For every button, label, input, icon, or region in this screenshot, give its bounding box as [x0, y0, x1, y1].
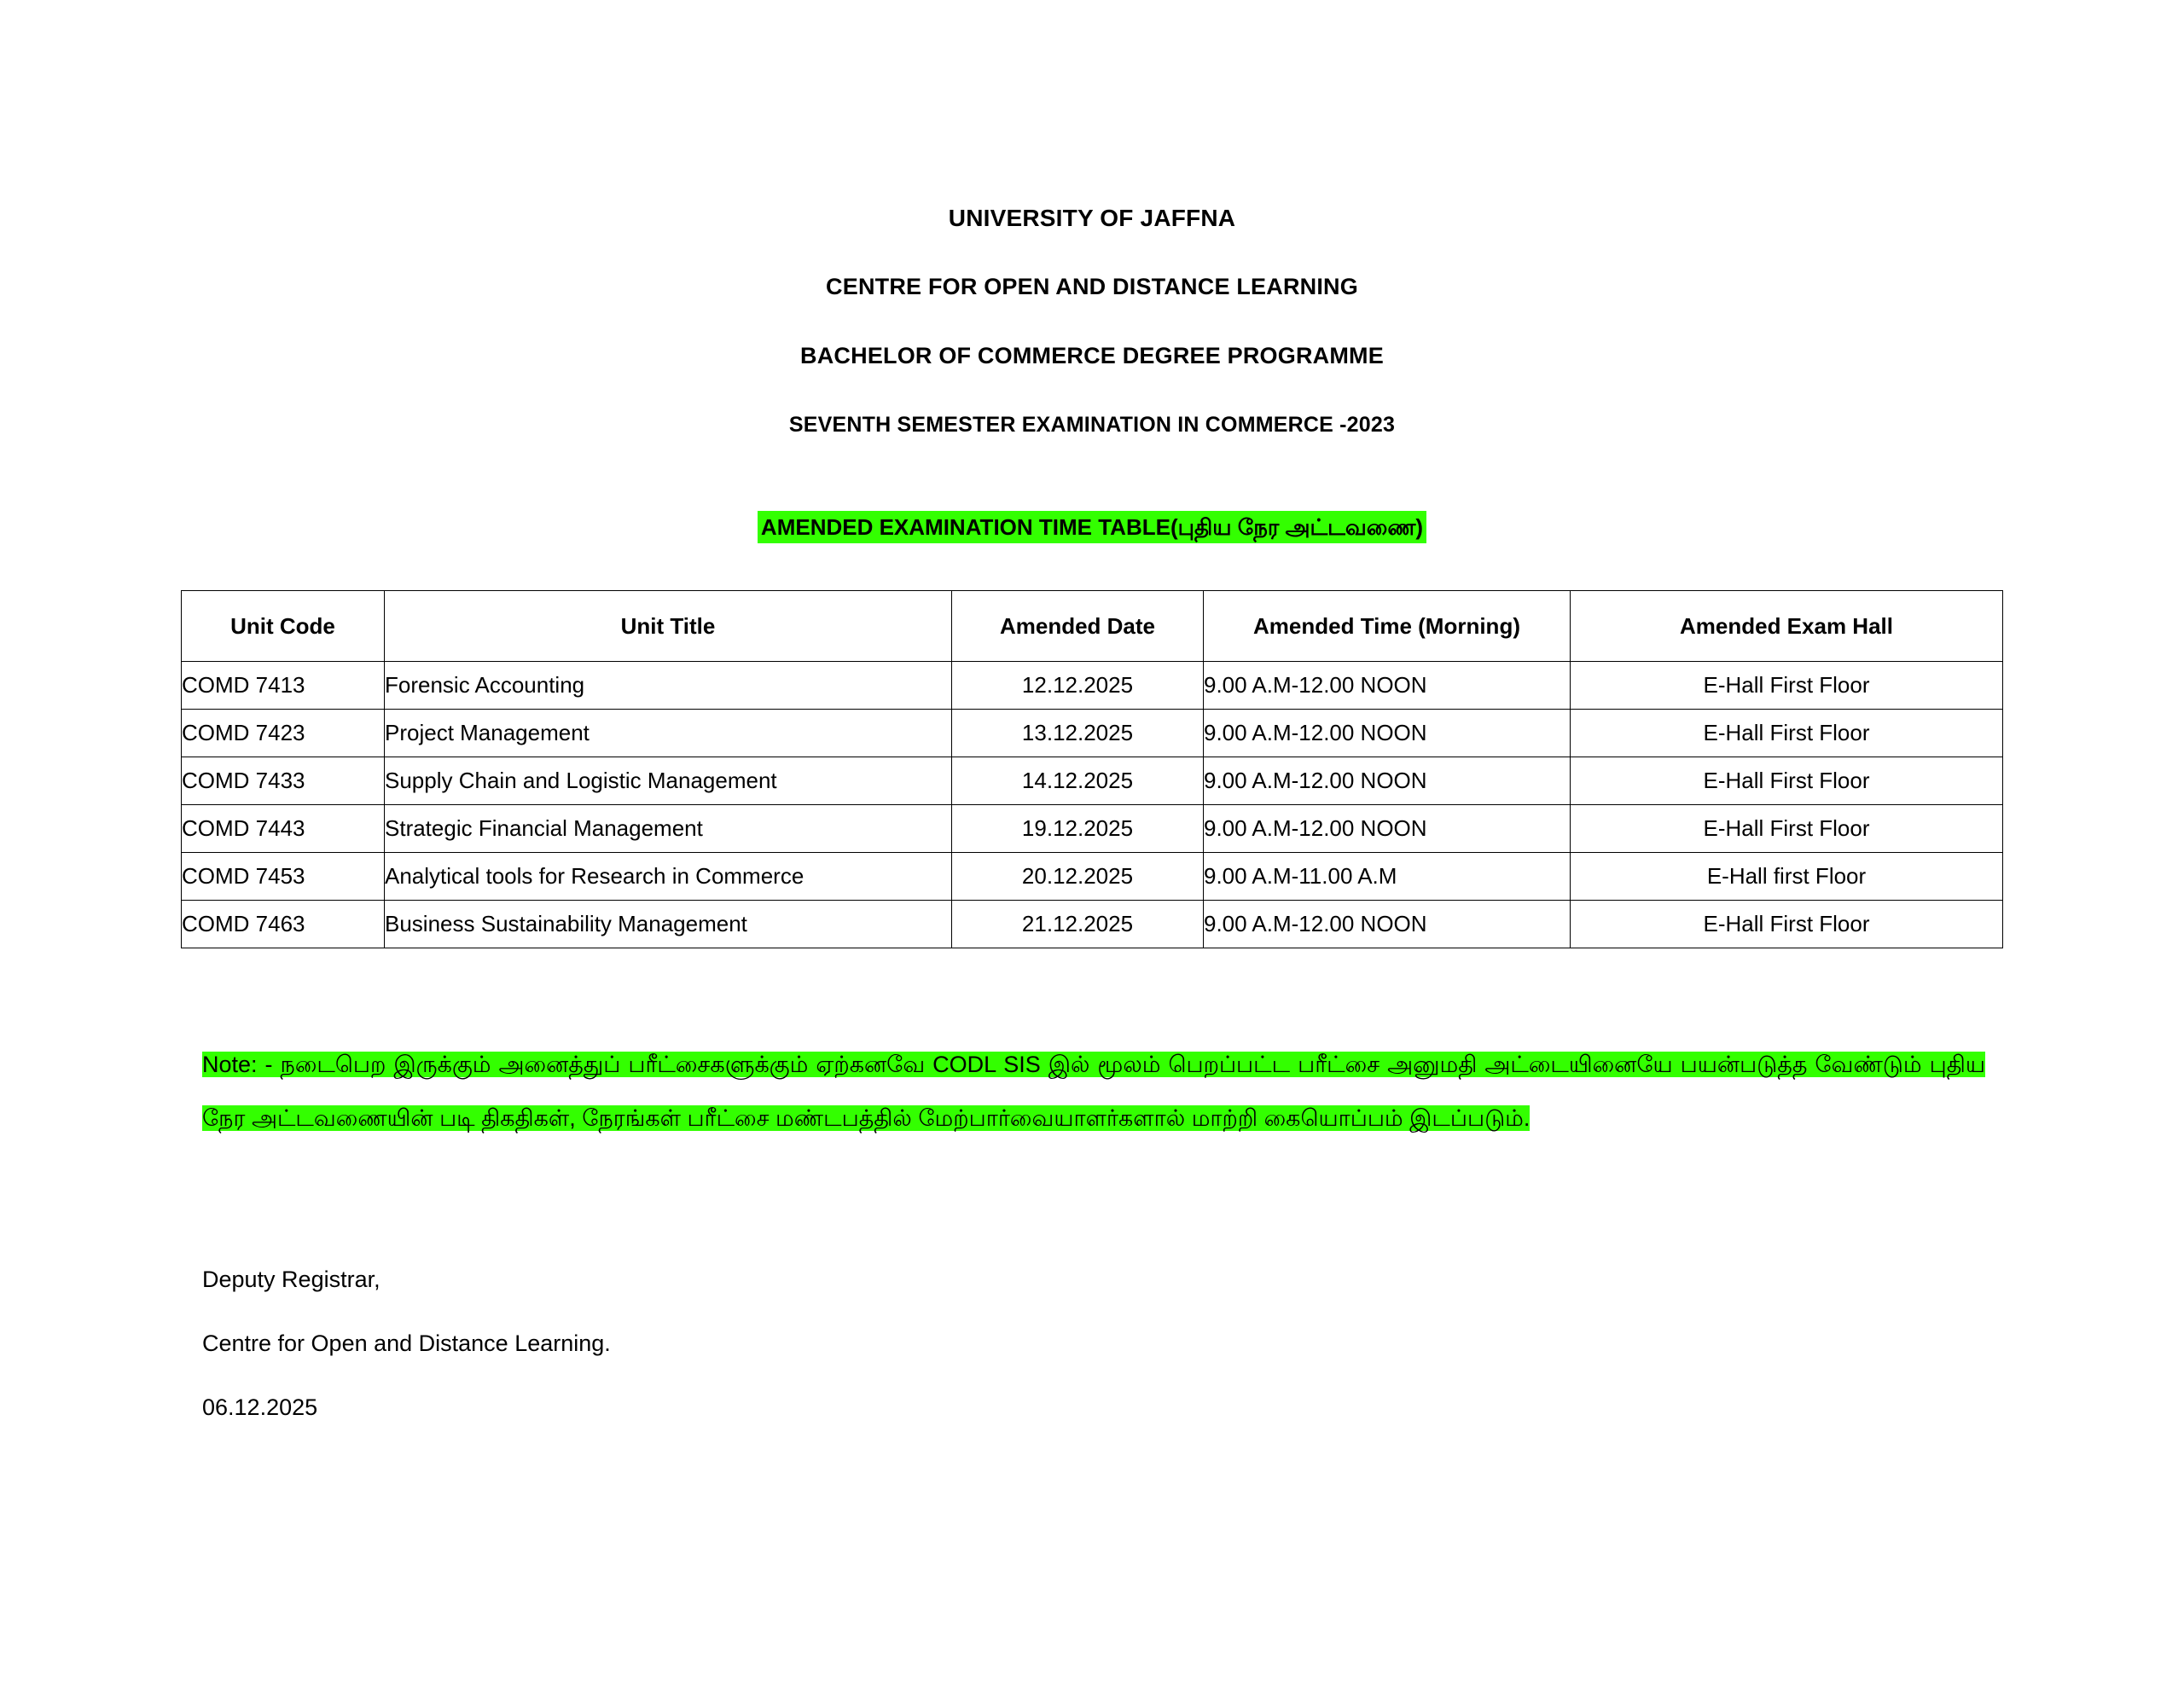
note-text: Note: - நடைபெற இருக்கும் அனைத்துப் பரீட்சைகளுக்கும் ஏற்கனவே CODL SIS இல் மூலம் பெறப்பட்ட பரீட்சை அனுமதி அட்டையினையே பயன்படுத்த வேண்டும் புதிய நேர அட்டவணையின் படி திகதிகள், நேரங்கள் பரீட்சை மண்டபத்தில் மேற்பார்வையாளர்களால் மாற்றி கையொப்பம் இடப்படும்.	[202, 1052, 1985, 1131]
cell-unit-title: Strategic Financial Management	[385, 805, 952, 853]
cell-amended-hall: E-Hall First Floor	[1571, 662, 2003, 710]
cell-amended-date: 19.12.2025	[952, 805, 1204, 853]
cell-amended-time: 9.00 A.M-12.00 NOON	[1204, 901, 1571, 948]
table-row	[182, 710, 2003, 757]
cell-amended-hall: E-Hall First Floor	[1571, 901, 2003, 948]
cell-amended-time: 9.00 A.M-12.00 NOON	[1204, 710, 1571, 757]
table-row	[182, 853, 2003, 901]
cell-amended-date: 20.12.2025	[952, 853, 1204, 901]
cell-amended-hall: E-Hall First Floor	[1571, 757, 2003, 805]
column-header-unit-code: Unit Code	[182, 591, 385, 662]
amended-title: AMENDED EXAMINATION TIME TABLE(புதிய நேர அட்டவணை)	[758, 511, 1426, 543]
column-header-unit-title: Unit Title	[385, 591, 952, 662]
cell-amended-date: 21.12.2025	[952, 901, 1204, 948]
cell-amended-date: 13.12.2025	[952, 710, 1204, 757]
signature-department: Centre for Open and Distance Learning.	[202, 1330, 611, 1356]
cell-amended-hall: E-Hall first Floor	[1571, 853, 2003, 901]
cell-amended-time: 9.00 A.M-12.00 NOON	[1204, 662, 1571, 710]
cell-unit-code: COMD 7463	[182, 901, 385, 948]
table-row	[182, 662, 2003, 710]
amended-title-row	[0, 511, 2184, 543]
signature-block	[202, 1248, 2184, 1440]
cell-unit-title: Project Management	[385, 710, 952, 757]
cell-amended-hall: E-Hall First Floor	[1571, 805, 2003, 853]
column-header-amended-time: Amended Time (Morning)	[1204, 591, 1571, 662]
signature-designation: Deputy Registrar,	[202, 1267, 380, 1292]
note-paragraph	[202, 1038, 1985, 1145]
heading-programme: BACHELOR OF COMMERCE DEGREE PROGRAMME	[800, 343, 1384, 368]
cell-unit-title: Business Sustainability Management	[385, 901, 952, 948]
cell-amended-time: 9.00 A.M-12.00 NOON	[1204, 757, 1571, 805]
heading-centre: CENTRE FOR OPEN AND DISTANCE LEARNING	[826, 274, 1358, 299]
heading-university: UNIVERSITY OF JAFFNA	[948, 205, 1236, 231]
cell-amended-hall: E-Hall First Floor	[1571, 710, 2003, 757]
cell-amended-time: 9.00 A.M-11.00 A.M	[1204, 853, 1571, 901]
document-headings	[0, 183, 2184, 460]
cell-unit-title: Analytical tools for Research in Commerce	[385, 853, 952, 901]
exam-timetable	[181, 590, 2003, 948]
column-header-amended-exam-hall: Amended Exam Hall	[1571, 591, 2003, 662]
cell-amended-time: 9.00 A.M-12.00 NOON	[1204, 805, 1571, 853]
cell-amended-date: 12.12.2025	[952, 662, 1204, 710]
table-row	[182, 901, 2003, 948]
table-row	[182, 805, 2003, 853]
cell-unit-code: COMD 7413	[182, 662, 385, 710]
heading-examination: SEVENTH SEMESTER EXAMINATION IN COMMERCE -2023	[788, 413, 1396, 437]
signature-date: 06.12.2025	[202, 1394, 318, 1420]
note-block	[202, 1038, 1985, 1145]
cell-amended-date: 14.12.2025	[952, 757, 1204, 805]
cell-unit-code: COMD 7423	[182, 710, 385, 757]
cell-unit-code: COMD 7433	[182, 757, 385, 805]
table-row	[182, 757, 2003, 805]
table-header-row	[182, 591, 2003, 662]
cell-unit-title: Supply Chain and Logistic Management	[385, 757, 952, 805]
cell-unit-title: Forensic Accounting	[385, 662, 952, 710]
column-header-amended-date: Amended Date	[952, 591, 1204, 662]
cell-unit-code: COMD 7453	[182, 853, 385, 901]
cell-unit-code: COMD 7443	[182, 805, 385, 853]
